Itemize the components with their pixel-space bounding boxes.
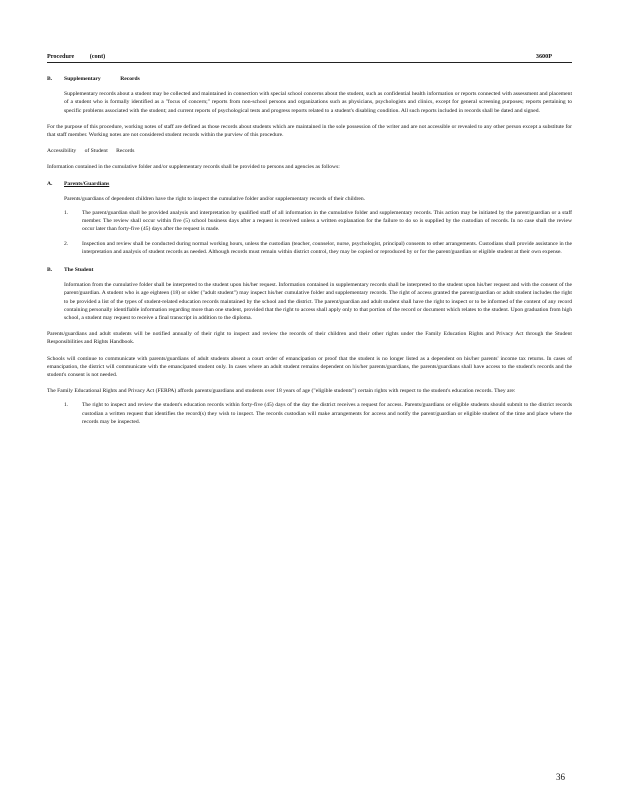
paragraph: Supplementary records about a student may be collected and maintained in connection with special school concerns about the student, such as confidential health information or reports connected with assessment and placement of a student who is formally identified as a "focus of concern;" reports from non-school persons and organizations such as physicians, psychologists and clinics, except for general screening purposes; reports pertaining to specific problems associated with the student; and current reports of psychological tests and progress reports related to a student's disabling condition. All such reports included in records shall be dated and signed. (64, 91, 572, 114)
paragraph: Schools will continue to communicate with parents/guardians of adult students absent a court order of emancipation or proof that the student is no longer listed as a dependent on his/her parents' income tax returns. In cases of emancipation, the district will communicate with the emancipated student only. In cases where an adult student remains dependent on his/her parents/guardians, the parents/guardians shall have access to the student's records and the student's consent is not needed. (47, 355, 572, 379)
list-number: 1. (64, 210, 69, 217)
list-item (47, 209, 572, 234)
header-policy-number: 3600P (535, 53, 552, 60)
header-rule (47, 62, 572, 63)
paragraph: Information contained in the cumulative folder and/or supplementary records shall be provided to persons and agencies as follows: (47, 164, 340, 171)
paragraph: Parents/guardians of dependent children have the right to inspect the cumulative folder and/or supplementary records of their children. (64, 195, 366, 202)
numbered-list (47, 401, 572, 426)
list-item (47, 240, 572, 256)
section-title: Supplementary Records (64, 76, 140, 82)
paragraph: Information from the cumulative folder shall be interpreted to the student upon his/her request. Information contained in supplementary records shall be interpreted to the student upon his/her request and with the consent of the parent/guardian. A student who is age eighteen (18) or older ("adult student") may inspect his/her cumulative folder and supplementary records. The right of access granted the parent/guardian or adult student includes the right to be provided a list of the types of student-related education records maintained by the school and the district. The parent/guardian and adult student shall have the right to inspect or to be informed of the content of any record containing personally identifiable information regarding more than one student, provided that the right to access shall apply only to that portion of the record or document which relates to the student. Upon graduation from high school, a student may request to receive a final transcript in addition to the diploma. (64, 282, 572, 322)
section-label: A. (47, 180, 53, 187)
list-number: 2. (64, 240, 69, 247)
list-text: The parent/guardian shall be provided analysis and interpretation by qualified staff of all information in the cumulative folder and supplementary records. This action may be initiated by the parent/guardian or a staff member. The review shall occur within five (5) school business days after a request is received unless a written explanation for the failure to do so is supplied by the custodian of records. In no case shall the review occur later than forty-five (45) days after the request is made. (82, 210, 572, 233)
list-text: Inspection and review shall be conducted during normal working hours, unless the custodian (teacher, counselor, nurse, psychologist, principal) consents to other arrangements. Custodians shall provide assistance in the interpretation and analysis of student records as needed. Although records must remain within district control, they may be copied or reproduced by or for the parent/guardian or eligible student at their own expense. (82, 240, 572, 255)
numbered-list (47, 209, 572, 256)
list-number: 1. (64, 402, 69, 409)
section-title: The Student (64, 267, 94, 274)
page-number: 36 (556, 772, 565, 782)
list-text: The right to inspect and review the student's education records within forty-five (45) days of the day the district receives a request for access. Parents/guardians or eligible students should submit to the district records custodian a written request that identifies the record(s) they wish to inspect. The records custodian will make arrangements for access and notify the parent/guardian or eligible student of the time and place where the records may be inspected. (82, 402, 572, 425)
section-title: Parents/Guardians (64, 180, 110, 187)
header-procedure-label: Procedure (cont) (47, 53, 106, 60)
subheading-accessibility: Accessibility of Student Records (47, 148, 135, 155)
section-heading-the-student (47, 266, 572, 274)
section-heading-parents-guardians (47, 180, 572, 188)
list-item (47, 401, 572, 426)
section-label: B. (47, 267, 53, 274)
section-label: B. (47, 76, 53, 82)
document-body (47, 69, 572, 426)
section-heading-supplementary-records (47, 75, 572, 83)
paragraph: The Family Educational Rights and Privacy Act (FERPA) affords parents/guardians and students over 18 years of age ("eligible students") certain rights with respect to the student's education records. They are: (47, 388, 516, 395)
paragraph: For the purpose of this procedure, working notes of staff are defined as those records about students which are maintained in the sole possession of the writer and are not accessible or revealed to any other person except a substitute for that staff member. Working notes are not considered student records within the purview of this procedure. (47, 123, 572, 139)
paragraph: Parents/guardians and adult students will be notified annually of their right to inspect and review the records of their children and their other rights under the Family Education Rights and Privacy Act through the Student Responsibilities and Rights Handbook. (47, 331, 572, 346)
